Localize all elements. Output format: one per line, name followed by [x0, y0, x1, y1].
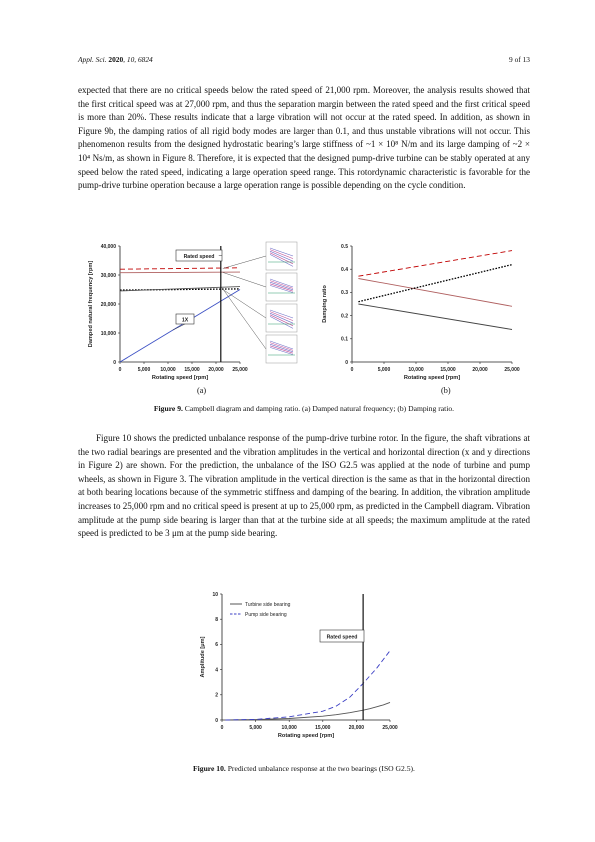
x-tick-label: 15,000 — [315, 725, 331, 731]
x-tick-label: 15,000 — [440, 367, 456, 373]
legend-label-2: Pump side bearing — [245, 611, 287, 618]
rated-speed-label: Rated speed — [326, 634, 358, 641]
x-tick-label: 5,000 — [249, 725, 262, 731]
y-tick-label: 30,000 — [100, 272, 116, 279]
body-paragraph-2: Figure 10 shows the predicted unbalance response of the pump-drive turbine rotor. In the figure, the shaft vibrations at the two radial bearings are presented and the vibration amplitudes in the vertical and horizontal direction (x and y directions in Figure 2) are shown. For the prediction, the unbalance of the ISO G2.5 was applied at the node of turbine and pump wheels, as shown in Figure 3. The vibration amplitude in the vertical direction is the same as that in the horizontal direction at both bearing locations because of the symmetric stiffness and damping of the bearing. In addition, the vibration amplitude increases to 25,000 rpm and no critical speed is present at up to 25,000 rpm, as predicted in the Campbell diagram. Vibration amplitude at the pump side bearing is larger than that at the turbine side at all speeds; the maximum amplitude at the rated speed is predicted to be 3 μm at the pump side bearing. — [78, 433, 530, 539]
y-tick-label: 2 — [215, 692, 218, 699]
figure-9a-label: (a) — [197, 386, 207, 395]
y-tick-label: 0 — [215, 717, 218, 724]
mode-shape-thumbnail — [266, 273, 297, 301]
x-tick-label: 25,000 — [382, 725, 398, 731]
x-axis-label: Rotating speed [rpm] — [403, 375, 461, 381]
series-line-3 — [358, 265, 512, 302]
y-tick-label: 4 — [215, 667, 218, 674]
x-tick-label: 0 — [350, 367, 354, 373]
body-paragraph-1: expected that there are no critical speeds below the rated speed of 21,000 rpm. Moreover, the analysis results showed that the first critical speed was at 27,000 rpm, and thus the separation margin between the rated speed and the first critical speed is more than 20%. These results indicate that a large vibration will not occur at the rated speed. In addition, as shown in Figure 9b, the damping ratios of all rigid body modes are larger than 0.1, and thus unstable vibrations will not occur. This phenomenon results from the designed hydrostatic bearing’s large stiffness of ~1 × 10⁸ N/m and its large damping of ~2 × 10⁴ Ns/m, as shown in Figure 8. Therefore, it is expected that the designed pump-drive turbine can be stably operated at any speed below the rated speed, indicating a large operation speed range. This rotordynamic characteristic is favorable for the pump-drive turbine operation because a large operation range is possible depending on the cycle condition. — [78, 85, 530, 191]
y-tick-label: 0 — [113, 359, 116, 366]
y-tick-label: 6 — [215, 642, 218, 649]
legend-label-1: Turbine side bearing — [245, 601, 291, 608]
y-tick-label: 20,000 — [100, 301, 116, 308]
series-line-1 — [358, 251, 512, 277]
series-line-1 — [225, 702, 390, 720]
y-tick-label: 0.2 — [341, 313, 348, 320]
mode-shape-thumbnail — [266, 304, 297, 332]
page-header — [78, 55, 530, 67]
figure-9b-damping-ratio — [318, 240, 523, 385]
page-number: 9 of 13 — [509, 55, 530, 64]
x-tick-label: 10,000 — [281, 725, 297, 731]
x-tick-label: 5,000 — [137, 367, 151, 373]
y-tick-label: 8 — [215, 617, 218, 623]
y-axis-label: Damping ratio — [322, 285, 328, 323]
figure-10-unbalance-response — [196, 586, 406, 756]
y-tick-label: 0 — [345, 359, 348, 366]
x-tick-label: 0 — [220, 725, 224, 731]
x-tick-label: 25,000 — [232, 367, 248, 373]
one-x-label: 1X — [181, 317, 189, 324]
mode-shape-thumbnail — [266, 242, 297, 270]
mode-shape-pointer — [223, 290, 266, 319]
series-line-5 — [120, 290, 240, 363]
y-tick-label: 0.5 — [341, 243, 348, 250]
x-tick-label: 20,000 — [472, 367, 488, 373]
y-tick-label: 10,000 — [100, 330, 116, 337]
damping-ratio-chart — [318, 240, 523, 385]
y-tick-label: 0.3 — [341, 290, 348, 297]
figure-9a-campbell-diagram — [84, 240, 299, 385]
unbalance-response-chart — [196, 586, 406, 756]
y-tick-label: 40,000 — [100, 243, 116, 250]
mode-shape-pointer — [223, 256, 266, 268]
journal-citation: Appl. Sci. 2020, 10, 6824 — [78, 55, 153, 64]
x-tick-label: 20,000 — [208, 367, 224, 373]
figure-10-caption: Figure 10. Predicted unbalance response at the two bearings (ISO G2.5). — [193, 764, 415, 773]
campbell-chart — [84, 240, 299, 385]
x-tick-label: 5,000 — [377, 367, 391, 373]
x-axis-label: Rotating speed [rpm] — [277, 733, 335, 739]
y-tick-label: 10 — [212, 591, 218, 598]
x-tick-label: 10,000 — [408, 367, 424, 373]
x-tick-label: 15,000 — [184, 367, 200, 373]
series-line-4 — [358, 304, 512, 330]
figure-9-caption: Figure 9. Campbell diagram and damping ratio. (a) Damped natural frequency; (b) Damping ratio. — [153, 404, 455, 413]
y-tick-label: 0.4 — [341, 267, 348, 273]
mode-shape-thumbnail — [266, 335, 297, 363]
x-axis-label: Rotating speed [rpm] — [151, 375, 209, 381]
y-axis-label: Damped natural frequency [rpm] — [88, 260, 94, 348]
series-line-2 — [120, 272, 240, 273]
x-tick-label: 20,000 — [348, 725, 365, 731]
y-tick-label: 0.1 — [341, 336, 348, 343]
x-tick-label: 10,000 — [160, 367, 176, 373]
figure-9b-label: (b) — [441, 386, 451, 395]
mode-shape-pointer — [223, 289, 266, 349]
mode-shape-pointer — [223, 272, 266, 287]
x-tick-label: 0 — [118, 367, 122, 373]
y-axis-label: Amplitude [μm] — [200, 636, 206, 678]
series-line-1 — [120, 268, 240, 269]
one-x-pointer — [173, 324, 185, 330]
x-tick-label: 25,000 — [504, 367, 520, 373]
rated-speed-label: Rated speed — [183, 254, 215, 260]
